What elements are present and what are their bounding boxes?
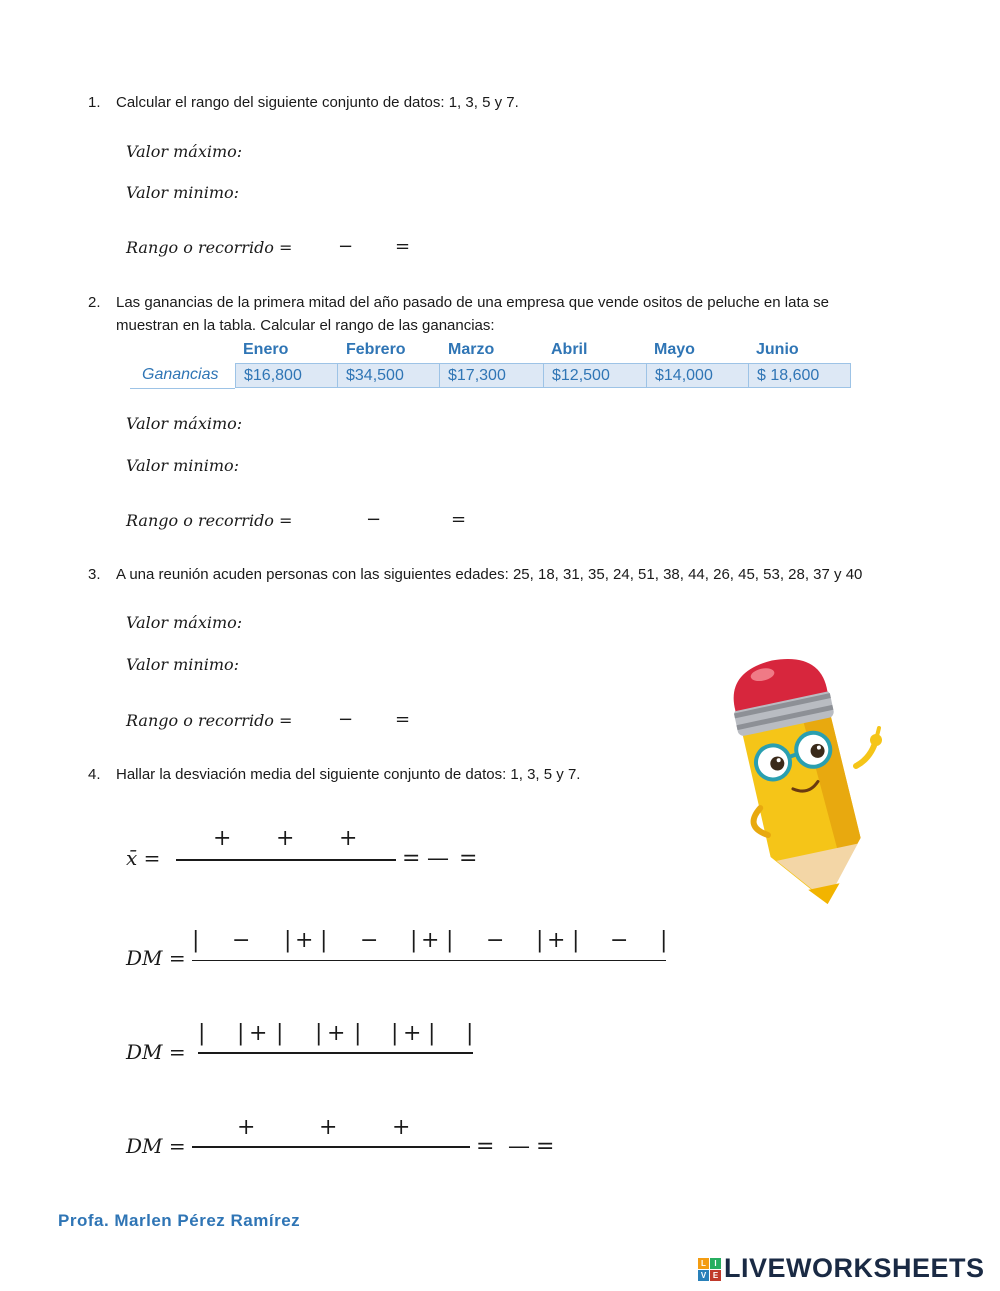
table-cell-value: $17,300 [439, 363, 544, 388]
q1-range-label: Rango o recorrido = [126, 238, 293, 257]
q3-minus-sign: − [338, 709, 354, 730]
logo-tile: E [710, 1270, 721, 1281]
dm1-plus-sign: + [295, 928, 314, 953]
q1-equals-sign: = [395, 236, 411, 257]
q1-max-label: Valor máximo: [126, 142, 243, 161]
q3-min-label: Valor minimo: [126, 655, 240, 674]
dm1-abs-bar: | [536, 928, 544, 953]
logo-tile: L [698, 1258, 709, 1269]
q2-equals-sign: = [451, 509, 467, 530]
table-header-month: Abril [551, 341, 588, 358]
dm3-equals-sign: = [536, 1134, 555, 1159]
dm2-abs-bar: | [276, 1021, 284, 1046]
dm2-abs-bar: | [315, 1021, 323, 1046]
table-header-month: Enero [243, 341, 289, 358]
dm2-abs-bar: | [428, 1021, 436, 1046]
dm-label: DM = [126, 1040, 186, 1064]
dm1-fraction-bar [192, 960, 666, 961]
q1-min-label: Valor minimo: [126, 183, 240, 202]
xbar-small-fraction: — [427, 846, 449, 871]
table-cell-value: $12,500 [543, 363, 647, 388]
dm1-abs-bar: | [192, 928, 200, 953]
dm3-equals-sign: = [476, 1134, 495, 1159]
dm1-minus-sign: − [610, 928, 629, 953]
dm2-plus-sign: + [249, 1021, 268, 1046]
dm2-abs-bar: | [466, 1021, 474, 1046]
question-2-text-line2: muestran en la tabla. Calcular el rango de las ganancias: [116, 317, 495, 334]
q3-range-label: Rango o recorrido = [126, 711, 293, 730]
xbar-plus-sign: + [276, 826, 295, 851]
dm2-plus-sign: + [403, 1021, 422, 1046]
brand-wordmark: LIVEWORKSHEETS [724, 1253, 985, 1283]
xbar-plus-sign: + [339, 826, 358, 851]
dm-label: DM = [126, 1134, 186, 1158]
xbar-label: x̄ = [126, 846, 161, 870]
table-header-month: Junio [756, 341, 799, 358]
dm3-fraction-bar [192, 1146, 470, 1148]
dm1-minus-sign: − [486, 928, 505, 953]
xbar-plus-sign: + [213, 826, 232, 851]
dm3-plus-sign: + [237, 1115, 256, 1140]
dm2-abs-bar: | [198, 1021, 206, 1046]
dm1-abs-bar: | [660, 928, 668, 953]
dm3-plus-sign: + [319, 1115, 338, 1140]
xbar-equals-sign: = [459, 846, 478, 871]
question-3-text: A una reunión acuden personas con las siguientes edades: 25, 18, 31, 35, 24, 51, 38, 44, 26, 45, 53, 28, 37 y 40 [116, 566, 863, 583]
question-1-number: 1. [88, 94, 101, 111]
question-1-text: Calcular el rango del siguiente conjunto de datos: 1, 3, 5 y 7. [116, 94, 519, 111]
question-2-text-line1: Las ganancias de la primera mitad del año pasado de una empresa que vende ositos de peluche en lata se [116, 294, 829, 311]
dm1-plus-sign: + [421, 928, 440, 953]
logo-tile: I [710, 1258, 721, 1269]
pencil-mascot-icon [716, 648, 896, 918]
table-cell-value: $16,800 [235, 363, 338, 388]
liveworksheets-logo-icon [698, 1258, 722, 1282]
dm2-fraction-bar [198, 1052, 473, 1054]
dm1-abs-bar: | [410, 928, 418, 953]
xbar-equals-sign: = [402, 846, 421, 871]
dm2-abs-bar: | [391, 1021, 399, 1046]
dm2-plus-sign: + [327, 1021, 346, 1046]
question-2-number: 2. [88, 294, 101, 311]
table-cell-value: $14,000 [646, 363, 749, 388]
table-row-label: Ganancias [142, 366, 219, 383]
dm3-small-fraction: — [508, 1134, 530, 1159]
q3-max-label: Valor máximo: [126, 613, 243, 632]
q2-minus-sign: − [366, 509, 382, 530]
xbar-fraction-bar [176, 859, 396, 861]
table-cell-value: $ 18,600 [748, 363, 851, 388]
dm1-plus-sign: + [547, 928, 566, 953]
question-4-number: 4. [88, 766, 101, 783]
dm3-plus-sign: + [392, 1115, 411, 1140]
q2-min-label: Valor minimo: [126, 456, 240, 475]
q2-range-label: Rango o recorrido = [126, 511, 293, 530]
table-header-month: Marzo [448, 341, 495, 358]
dm1-minus-sign: − [232, 928, 251, 953]
q1-minus-sign: − [338, 236, 354, 257]
dm1-abs-bar: | [446, 928, 454, 953]
dm-label: DM = [126, 946, 186, 970]
dm1-abs-bar: | [284, 928, 292, 953]
dm2-abs-bar: | [237, 1021, 245, 1046]
table-cell-value: $34,500 [337, 363, 440, 388]
question-3-number: 3. [88, 566, 101, 583]
dm1-minus-sign: − [360, 928, 379, 953]
table-header-month: Mayo [654, 341, 695, 358]
dm1-abs-bar: | [320, 928, 328, 953]
logo-tile: V [698, 1270, 709, 1281]
question-4-text: Hallar la desviación media del siguiente conjunto de datos: 1, 3, 5 y 7. [116, 766, 581, 783]
q2-max-label: Valor máximo: [126, 414, 243, 433]
q3-equals-sign: = [395, 709, 411, 730]
author-credit: Profa. Marlen Pérez Ramírez [58, 1211, 301, 1230]
table-header-month: Febrero [346, 341, 406, 358]
dm2-abs-bar: | [354, 1021, 362, 1046]
dm1-abs-bar: | [572, 928, 580, 953]
